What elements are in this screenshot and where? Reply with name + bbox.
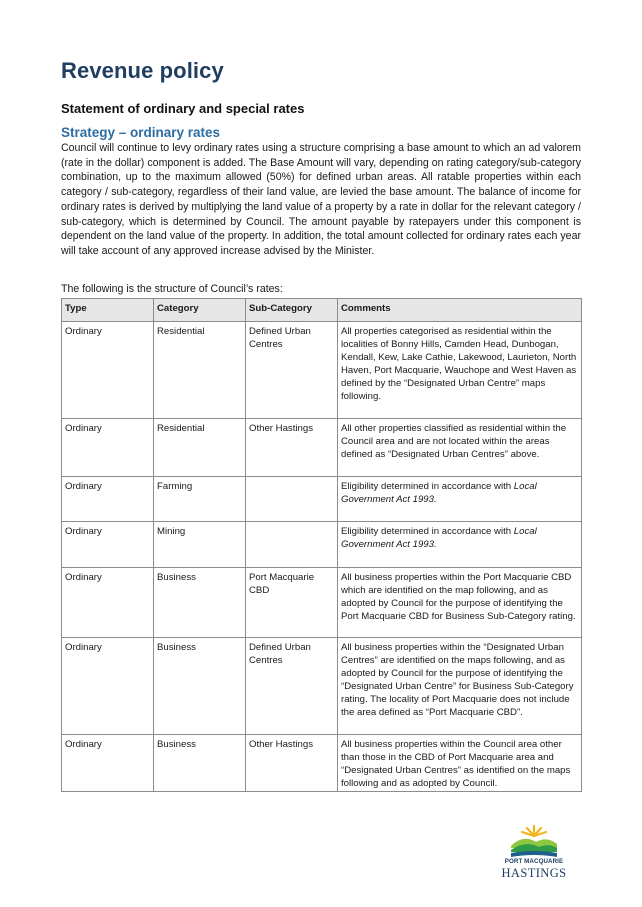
sun-hills-logo-icon — [509, 822, 559, 858]
act-citation: Local Government Act 1993. — [341, 481, 537, 505]
table-row — [62, 419, 582, 477]
cell-comment: All business properties within the “Designated Urban Centres” are identified on the maps following, and as adopted by Council for the purpose of identifying the “Designated Urban Centre” for Business Sub-Category rating. The locality of Port Macquarie does not include the area defined as “Port Macquarie CBD”. — [338, 638, 582, 735]
cell-type: Ordinary — [62, 522, 154, 568]
comment-text: Eligibility determined in accordance with — [341, 481, 514, 492]
rates-structure-table — [61, 298, 582, 792]
table-row — [62, 522, 582, 568]
table-intro: The following is the structure of Council’s rates: — [61, 283, 283, 295]
section-title: Strategy – ordinary rates — [61, 125, 221, 140]
header-comments: Comments — [338, 299, 582, 322]
cell-category: Farming — [154, 477, 246, 522]
cell-type: Ordinary — [62, 735, 154, 792]
cell-comment: All business properties within the Port Macquarie CBD which are identified on the map following, and as adopted by Council for the purpose of identifying the Port Macquarie CBD for Business Sub-Category rating. — [338, 568, 582, 638]
cell-comment — [338, 522, 582, 568]
table-row — [62, 322, 582, 419]
section-subheading: Statement of ordinary and special rates — [61, 101, 305, 116]
header-sub-category: Sub-Category — [246, 299, 338, 322]
cell-comment: All other properties classified as residential within the Council area and are not located within the areas defined as “Designated Urban Centres” above. — [338, 419, 582, 477]
cell-sub-category: Defined Urban Centres — [246, 322, 338, 419]
cell-comment — [338, 477, 582, 522]
cell-type: Ordinary — [62, 638, 154, 735]
body-paragraph: Council will continue to levy ordinary rates using a structure comprising a base amount to which an ad valorem (rate in the dollar) component is added. The Base Amount will vary, depending on rating category/sub-category combination, up to the maximum allowed (50%) for defined urban areas. All ratable properties within each category / sub-category, regardless of their land value, are levied the base amount. The balance of income for ordinary rates is derived by multiplying the land value of a property by a rate in dollar for the relevant category / sub-category, which is determined by Council. The amount payable by ratepayers under this component is dependent on the land value of the property. In addition, the total amount collected for ordinary rates each year will take account of any approved increase advised by the Minister. — [61, 142, 581, 257]
page-heading: Revenue policy — [61, 58, 224, 83]
cell-category: Business — [154, 735, 246, 792]
cell-sub-category: Port Macquarie CBD — [246, 568, 338, 638]
table-row — [62, 638, 582, 735]
cell-sub-category — [246, 477, 338, 522]
table-row — [62, 735, 582, 792]
table-row — [62, 477, 582, 522]
cell-type: Ordinary — [62, 568, 154, 638]
table-header-row — [62, 299, 582, 322]
cell-category: Mining — [154, 522, 246, 568]
header-category: Category — [154, 299, 246, 322]
comment-text: Eligibility determined in accordance with — [341, 526, 514, 537]
cell-type: Ordinary — [62, 322, 154, 419]
table-row — [62, 568, 582, 638]
cell-category: Residential — [154, 322, 246, 419]
cell-category: Business — [154, 638, 246, 735]
cell-sub-category: Other Hastings — [246, 419, 338, 477]
act-citation: Local Government Act 1993. — [341, 526, 537, 550]
header-type: Type — [62, 299, 154, 322]
cell-sub-category: Other Hastings — [246, 735, 338, 792]
cell-type: Ordinary — [62, 477, 154, 522]
cell-comment: All business properties within the Council area other than those in the CBD of Port Macquarie area and “Designated Urban Centres” as identified on the maps following and as adopted by Council. — [338, 735, 582, 792]
logo-line1: PORT MACQUARIE — [504, 858, 564, 865]
cell-comment: All properties categorised as residential within the localities of Bonny Hills, Camden Head, Dunbogan, Kendall, Kew, Lake Cathie, Lakewood, Laurieton, North Haven, Port Macquarie, Wauchope and West Haven as defined by the “Designated Urban Centre” maps following. — [338, 322, 582, 419]
council-logo — [497, 822, 571, 884]
cell-sub-category — [246, 522, 338, 568]
cell-category: Residential — [154, 419, 246, 477]
cell-sub-category: Defined Urban Centres — [246, 638, 338, 735]
logo-line2: HASTINGS — [501, 866, 567, 880]
cell-type: Ordinary — [62, 419, 154, 477]
cell-category: Business — [154, 568, 246, 638]
